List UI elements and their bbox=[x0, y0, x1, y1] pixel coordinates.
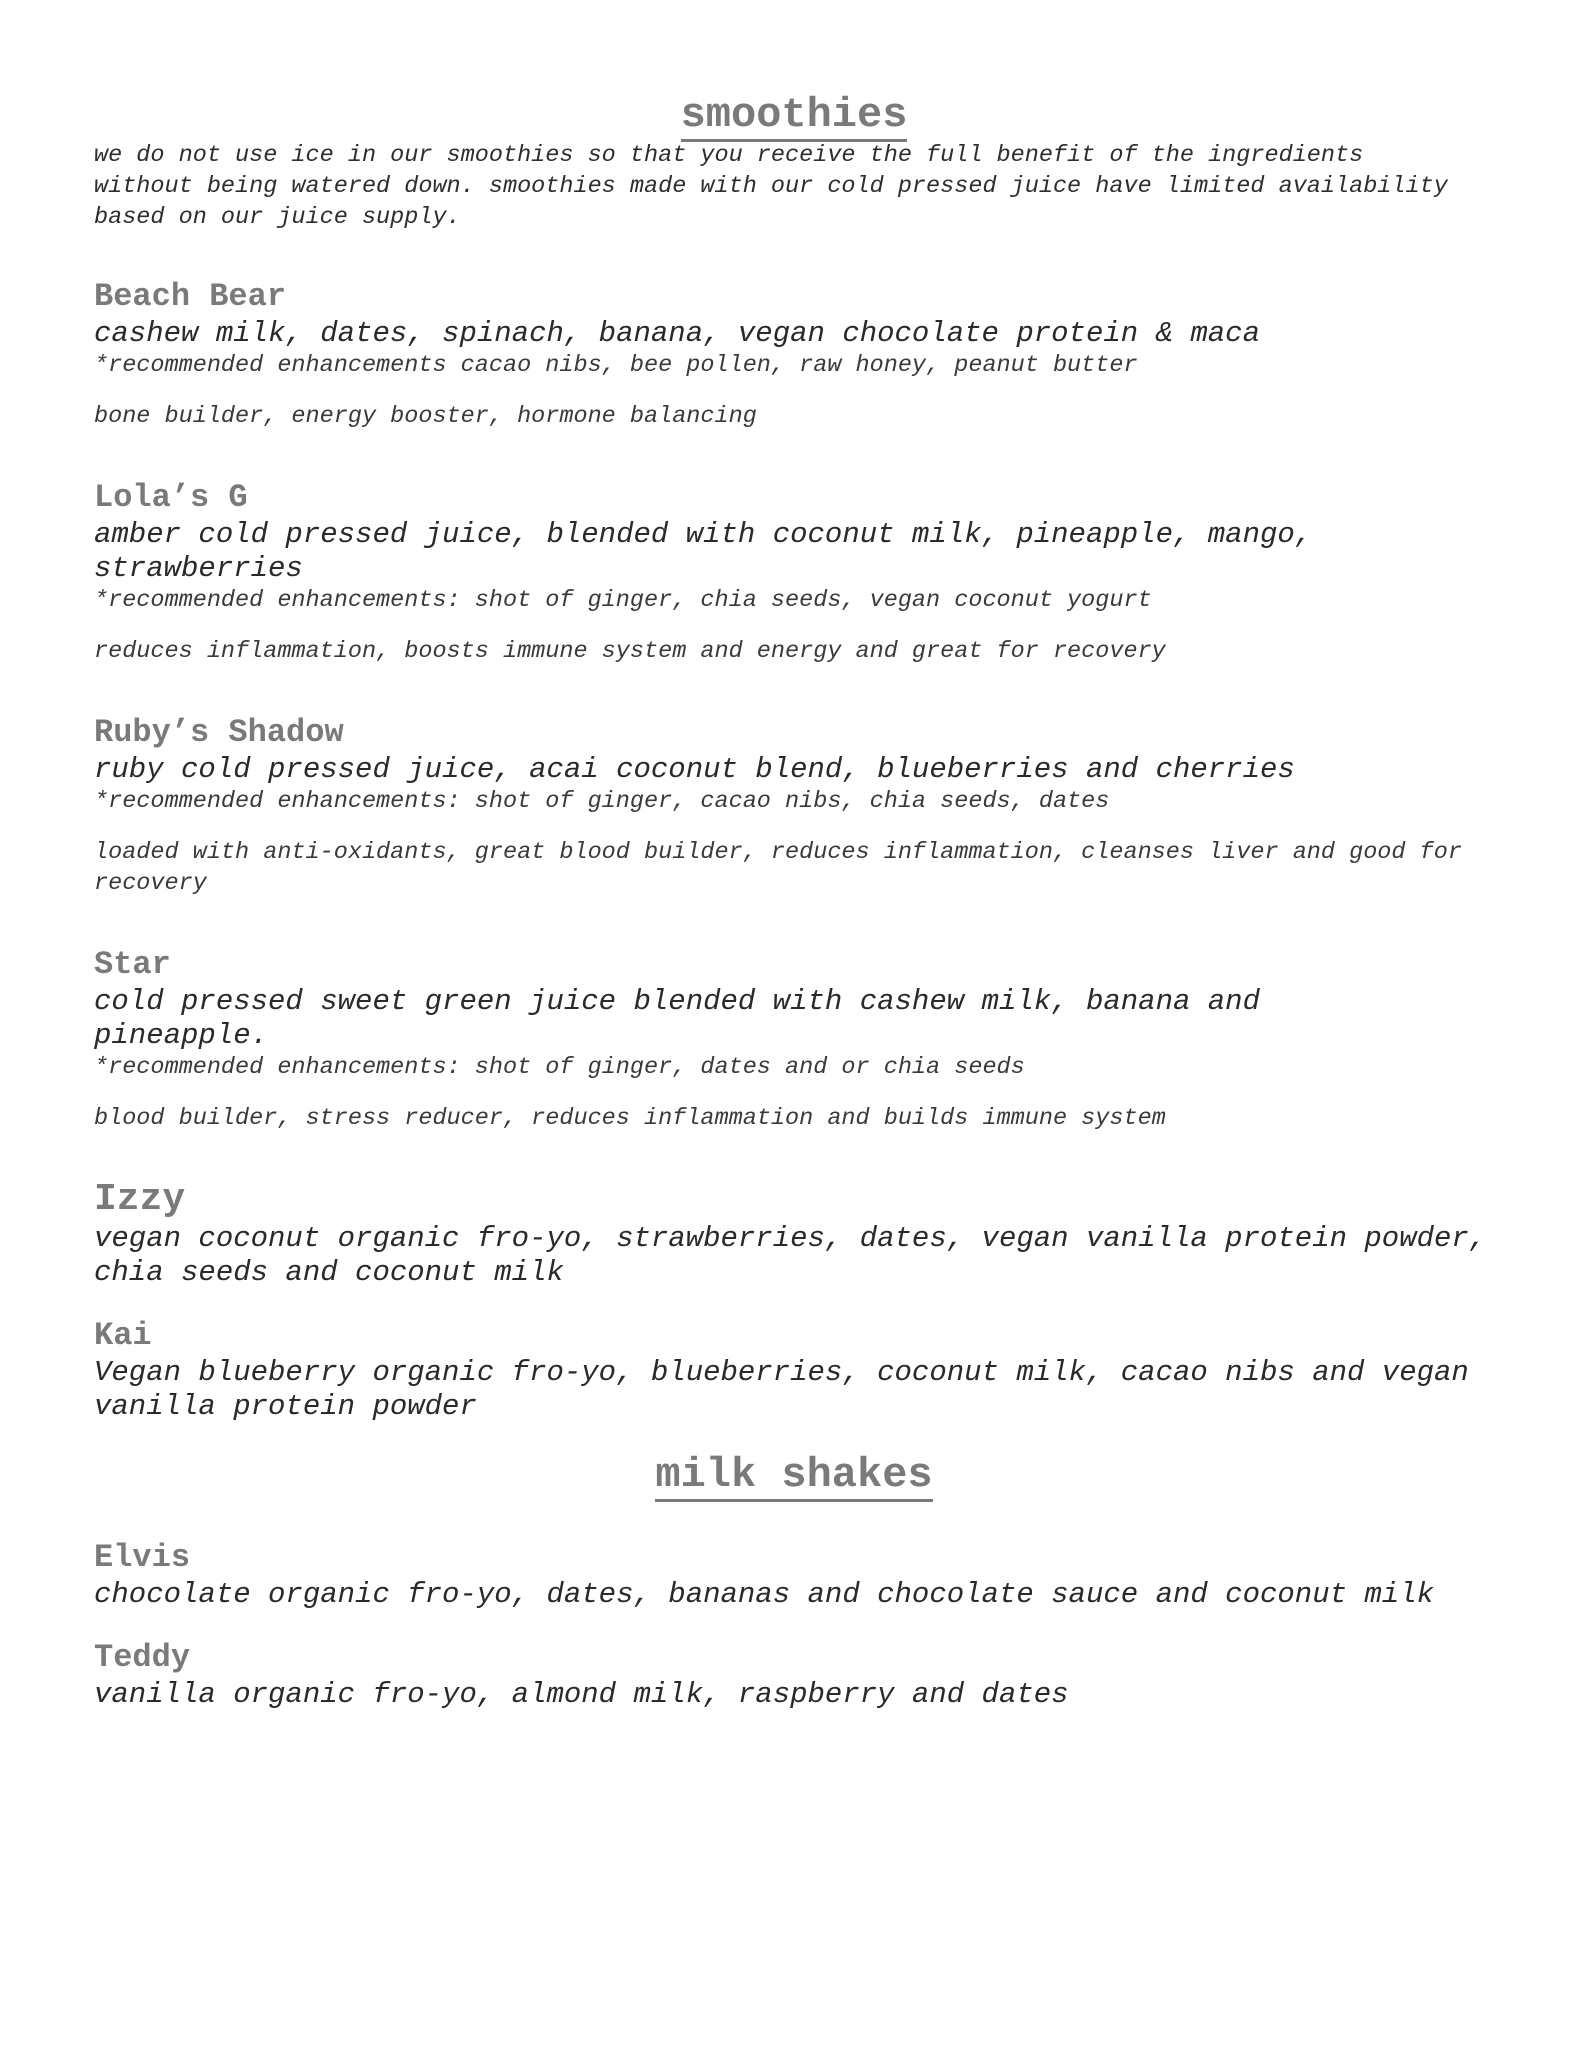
item-enhancements: *recommended enhancements: shot of ginger, chia seeds, vegan coconut yogurt bbox=[94, 587, 1152, 614]
item-description: Vegan blueberry organic fro-yo, blueberries, coconut milk, cacao nibs and vegan vanilla protein powder bbox=[94, 1356, 1469, 1423]
menu-item-kai bbox=[94, 1316, 1494, 1424]
item-description: ruby cold pressed juice, acai coconut blend, blueberries and cherries bbox=[94, 753, 1295, 786]
item-description: cold pressed sweet green juice blended with cashew milk, banana and pineapple. bbox=[94, 985, 1260, 1052]
menu-item-rubys-shadow bbox=[94, 713, 1494, 899]
item-name: Kai bbox=[94, 1317, 152, 1354]
menu-item-star bbox=[94, 945, 1494, 1134]
item-description: amber cold pressed juice, blended with coconut milk, pineapple, mango, strawberries bbox=[94, 518, 1313, 585]
menu-item-lolas-g bbox=[94, 478, 1494, 667]
item-benefits: reduces inflammation, boosts immune system and energy and great for recovery bbox=[94, 638, 1166, 665]
item-name: Beach Bear bbox=[94, 278, 287, 315]
smoothies-intro: we do not use ice in our smoothies so that you receive the full benefit of the ingredients without being watered down. smoothies made with our cold pressed juice have limited availability based on our juice supply. bbox=[94, 142, 1448, 231]
item-name: Elvis bbox=[94, 1539, 191, 1576]
menu-item-beach-bear bbox=[94, 277, 1494, 432]
menu-item-izzy bbox=[94, 1178, 1494, 1290]
item-enhancements: *recommended enhancements: shot of ginger, dates and or chia seeds bbox=[94, 1054, 1025, 1081]
item-description: cashew milk, dates, spinach, banana, vegan chocolate protein & maca bbox=[94, 317, 1260, 350]
menu-item-teddy bbox=[94, 1638, 1494, 1712]
item-enhancements: *recommended enhancements cacao nibs, bee pollen, raw honey, peanut butter bbox=[94, 352, 1138, 379]
smoothies-title: smoothies bbox=[94, 92, 1494, 138]
item-name: Star bbox=[94, 946, 171, 983]
menu-item-elvis bbox=[94, 1538, 1494, 1612]
item-enhancements: *recommended enhancements: shot of ginger, cacao nibs, chia seeds, dates bbox=[94, 788, 1110, 815]
item-benefits: bone builder, energy booster, hormone balancing bbox=[94, 403, 757, 430]
item-name: Teddy bbox=[94, 1639, 191, 1676]
item-description: vanilla organic fro-yo, almond milk, raspberry and dates bbox=[94, 1678, 1069, 1711]
item-name: Lola’s G bbox=[94, 479, 248, 516]
item-description: chocolate organic fro-yo, dates, bananas and chocolate sauce and coconut milk bbox=[94, 1578, 1435, 1611]
item-name: Ruby’s Shadow bbox=[94, 714, 344, 751]
item-benefits: blood builder, stress reducer, reduces inflammation and builds immune system bbox=[94, 1105, 1166, 1132]
milkshakes-title: milk shakes bbox=[94, 1452, 1494, 1498]
item-description: vegan coconut organic fro-yo, strawberries, dates, vegan vanilla protein powder, chia seeds and coconut milk bbox=[94, 1222, 1487, 1289]
item-benefits: loaded with anti-oxidants, great blood builder, reduces inflammation, cleanses liver and good for recovery bbox=[94, 839, 1462, 897]
item-name: Izzy bbox=[94, 1178, 186, 1221]
menu-page bbox=[94, 92, 1494, 1712]
